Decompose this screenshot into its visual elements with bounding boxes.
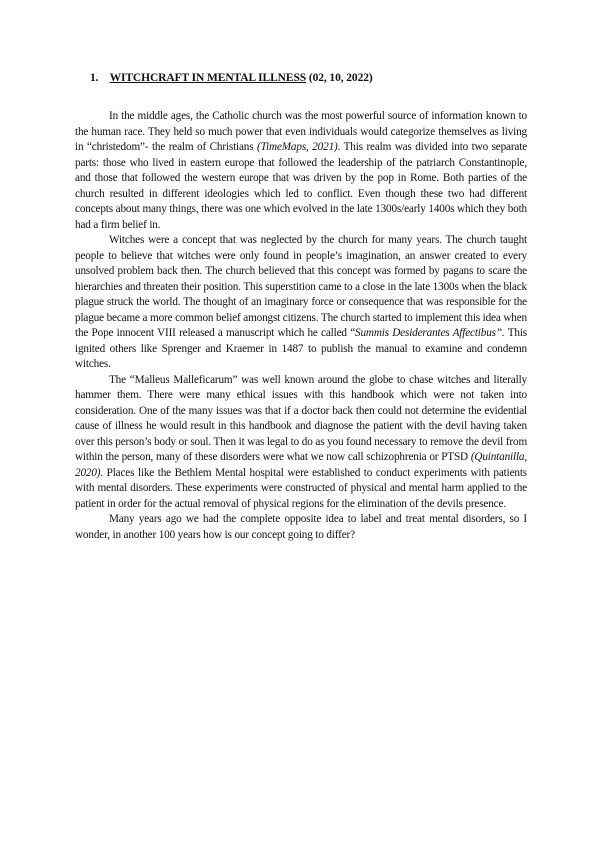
section-title: WITCHCRAFT IN MENTAL ILLNESS [109, 72, 307, 84]
paragraph-1-text-b: . This realm was divided into two separate parts: those who lived in eastern europe that followed the leadership of the patriarch Constantinople, and those that followed the western europe that was driven by the pop in Rome. Both parties of the church resulted in different ideologies which led to conflict. Even though these two had different concepts about many things, there was one which evolved in the late 1300s/early 1400s which they both had a firm belief in. [75, 141, 528, 231]
section-date: (02, 10, 2022) [308, 72, 373, 84]
paragraph-3-text-a: The “Malleus Malleficarum” was well known around the globe to chase witches and literally hammer them. There were many ethical issues with this handbook which were not taken into consideration. One of the many issues was that if a doctor back then could not determine the evidential cause of illness he would result in this handbook and diagnose the patient with the devil having taken over this person’s body or soul. Then it was legal to do as you found necessary to remove the devil from within the person, many of these disorders were what we now call schizophrenia or PTSD [75, 373, 527, 463]
paragraph-3 [75, 373, 527, 513]
citation-timemaps: (TimeMaps, 2021) [257, 141, 338, 153]
paragraph-1 [75, 109, 527, 233]
paragraph-3-text-b: . Places like the Bethlem Mental hospital were established to conduct experiments with patients with mental disorders. These experiments were constructed of physical and mental harm applied to the patient in order for the actual removal of physical regions for the elimination of the devils presence. [75, 466, 527, 510]
body-text [75, 109, 527, 543]
section-number: 1. [90, 72, 99, 84]
paragraph-2-text-b: This ignited others like Sprenger and Kraemer in 1487 to publish the manual to examine and condemn witches. [75, 327, 527, 370]
manuscript-title: Summis Desiderantes Affectibus”. [355, 327, 505, 339]
paragraph-2 [75, 233, 527, 373]
citation-quintanilla: (Quintanilla, 2020) [75, 451, 527, 479]
paragraph-4-text: Many years ago we had the complete opposite idea to label and treat mental disorders, so I wonder, in another 100 years how is our concept going to differ? [75, 513, 527, 541]
section-heading [90, 72, 373, 84]
paragraph-4 [75, 512, 527, 543]
paragraph-1-text-a: In the middle ages, the Catholic church was the most powerful source of information known to the human race. They held so much power that even individuals would categorize themselves as living in “christedom”- the realm of Christians [75, 110, 527, 153]
paragraph-2-text-a: Witches were a concept that was neglected by the church for many years. The church taught people to believe that witches were only found in people’s imagination, an answer created to every unsolved problem back then. The church believed that this concept was formed by pagans to scare the hierarchies and threaten their position. This superstition came to a close in the late 1300s when the black plague struck the world. The thought of an imaginary force or consequence that was responsible for the plague became a more common belief amongst citizens. The church started to implement this idea when the Pope innocent VIII released a manuscript which he called “ [75, 234, 527, 339]
